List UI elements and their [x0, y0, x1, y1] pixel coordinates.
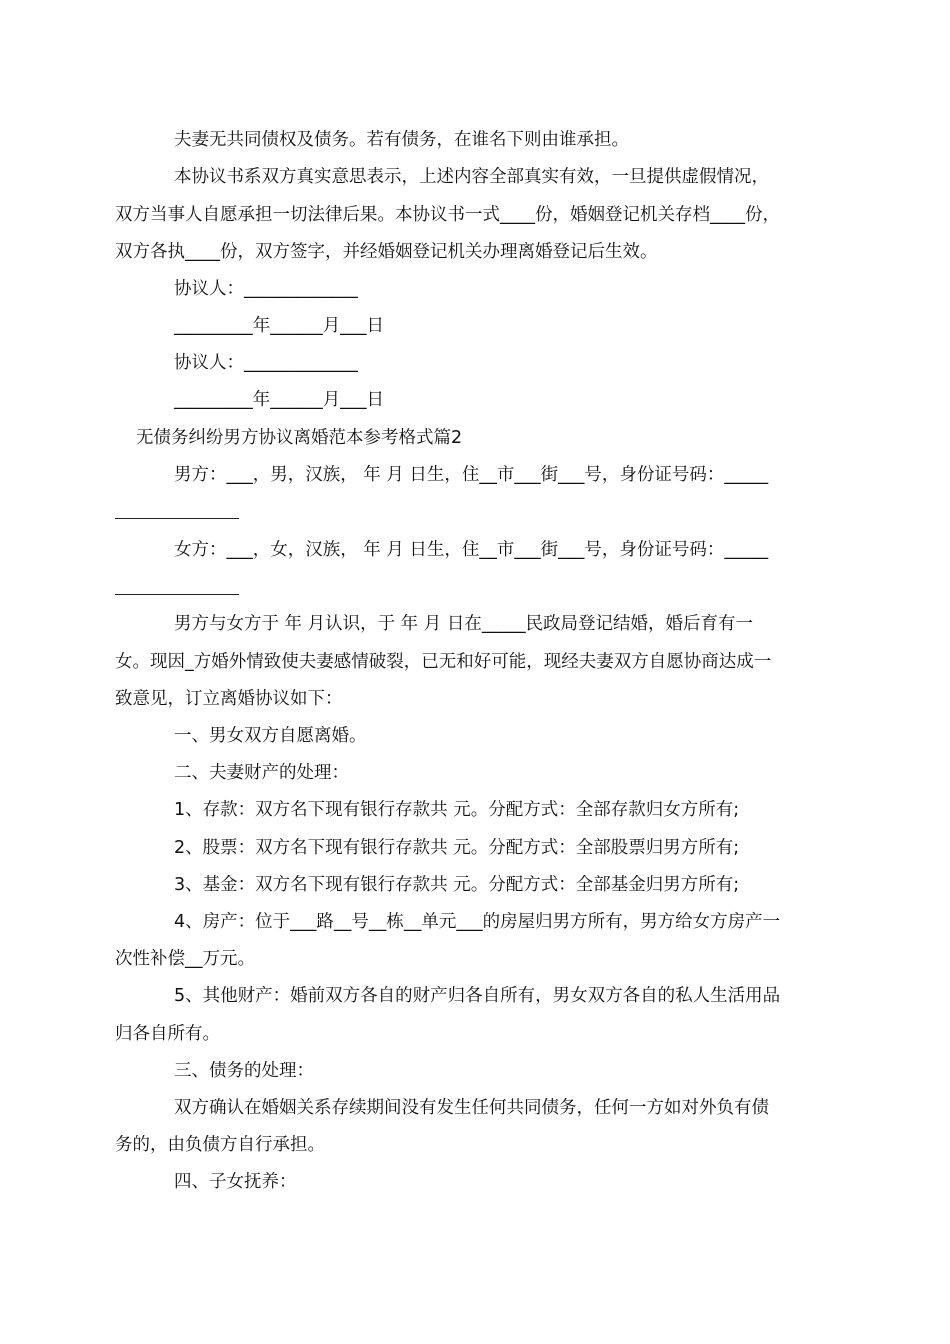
property-item-5-line-1: 5、其他财产：婚前双方各自的财产归各自所有，男女双方各自的私人生活用品	[174, 986, 781, 1006]
debt-paragraph-line-2: 务的，由负债方自行承担。	[115, 1135, 325, 1155]
male-id-underline	[115, 518, 239, 519]
intro-line-1: 男方与女方于 年 月认识，于 年 月 日在_____民政局登记结婚，婚后育有一	[174, 614, 754, 634]
debt-paragraph-line-1: 双方确认在婚姻关系存续期间没有发生任何共同债务，任何一方如对外负有债	[174, 1098, 769, 1118]
clause-1: 一、男女双方自愿离婚。	[174, 726, 367, 746]
male-party-line: 男方：___，男，汉族， 年 月 日生，住__市___街___号，身份证号码：_____	[174, 465, 769, 485]
paragraph-validity-line-1: 本协议书系双方真实意思表示，上述内容全部真实有效，一旦提供虚假情况，	[174, 167, 769, 187]
property-item-5-line-2: 归各自所有。	[115, 1024, 220, 1044]
clause-3-heading: 三、债务的处理：	[174, 1061, 314, 1081]
signature-line-1: 协议人：_____________	[174, 279, 358, 299]
signature-line-2: 协议人：_____________	[174, 353, 358, 373]
property-item-2: 2、股票：双方名下现有银行存款共 元。分配方式：全部股票归男方所有;	[174, 838, 740, 858]
property-item-4-line-2: 次性补偿__万元。	[115, 949, 255, 969]
date-line-1: _________年______月___日	[174, 316, 384, 336]
property-item-3: 3、基金：双方名下现有银行存款共 元。分配方式：全部基金归男方所有;	[174, 875, 740, 895]
date-line-2: _________年______月___日	[174, 390, 384, 410]
section-title: 无债务纠纷男方协议离婚范本参考格式篇2	[136, 428, 463, 448]
paragraph-validity-line-3: 双方各执____份，双方签字，并经婚姻登记机关办理离婚登记后生效。	[115, 242, 658, 262]
intro-line-2: 女。现因_方婚外情致使夫妻感情破裂，已无和好可能，现经夫妻双方自愿协商达成一	[115, 652, 772, 672]
paragraph-validity-line-2: 双方当事人自愿承担一切法律后果。本协议书一式____份，婚姻登记机关存档____份，	[115, 205, 780, 225]
female-party-line: 女方：___，女，汉族， 年 月 日生，住__市___街___号，身份证号码：_____	[174, 540, 769, 560]
property-item-4-line-1: 4、房产：位于___路__号__栋__单元___的房屋归男方所有，男方给女方房产一	[174, 912, 781, 932]
paragraph-debt-clause: 夫妻无共同债权及债务。若有债务，在谁名下则由谁承担。	[174, 130, 629, 150]
female-id-underline	[115, 594, 239, 595]
intro-line-3: 致意见，订立离婚协议如下：	[115, 689, 343, 709]
clause-4-heading: 四、子女抚养：	[174, 1172, 297, 1192]
property-item-1: 1、存款：双方名下现有银行存款共 元。分配方式：全部存款归女方所有;	[174, 800, 740, 820]
clause-2-heading: 二、夫妻财产的处理：	[174, 763, 349, 783]
